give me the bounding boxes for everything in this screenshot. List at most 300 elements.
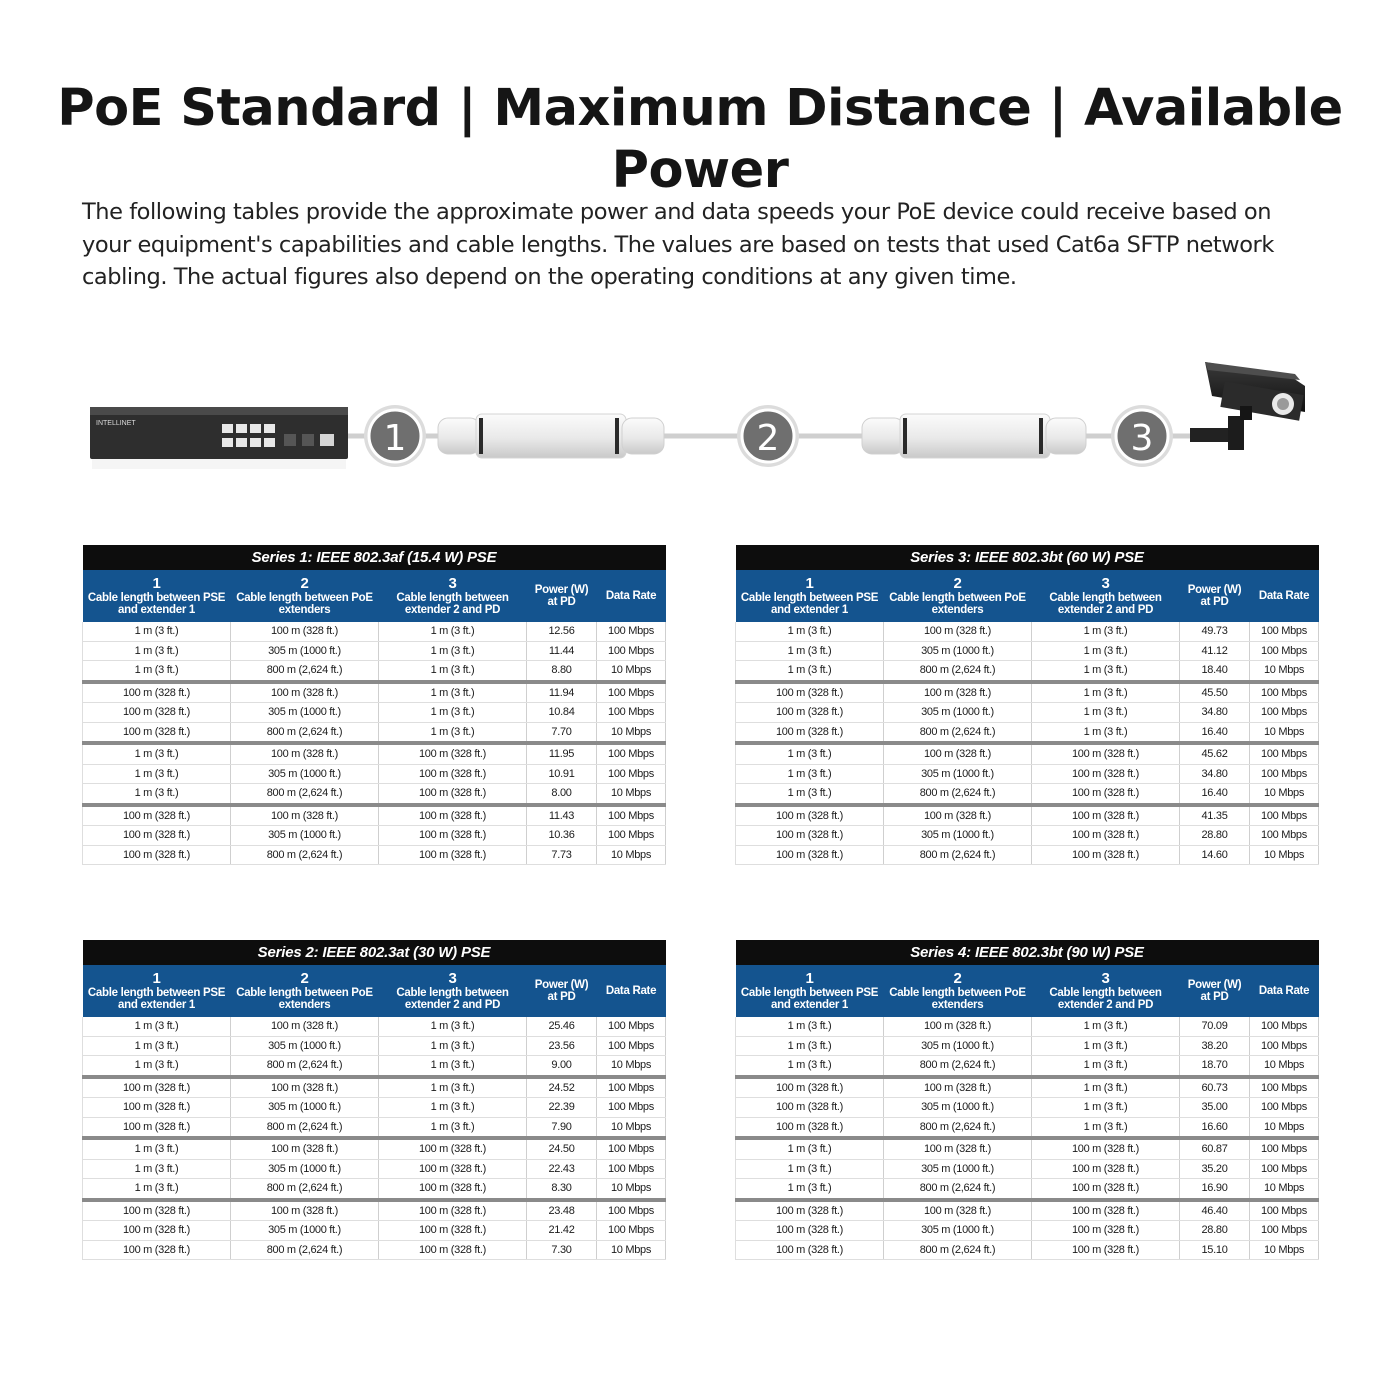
table-cell: 16.60 — [1180, 1117, 1250, 1138]
table-cell: 100 m (328 ft.) — [884, 805, 1032, 826]
table-cell: 38.20 — [1180, 1036, 1250, 1056]
table-row — [736, 1159, 1319, 1179]
table-cell: 1 m (3 ft.) — [83, 743, 231, 764]
table-cell: 305 m (1000 ft.) — [884, 1221, 1032, 1241]
table-cell: 100 m (328 ft.) — [736, 845, 884, 865]
table-cell: 100 m (328 ft.) — [83, 805, 231, 826]
table-cell: 800 m (2,624 ft.) — [884, 661, 1032, 682]
table-cell: 35.00 — [1180, 1098, 1250, 1118]
table-cell: 100 m (328 ft.) — [379, 743, 527, 764]
table-cell: 1 m (3 ft.) — [379, 703, 527, 723]
table-cell: 100 Mbps — [1250, 1138, 1319, 1159]
col-header-power: Power (W) at PD — [1180, 965, 1250, 1017]
table-cell: 21.42 — [527, 1221, 597, 1241]
table-cell: 800 m (2,624 ft.) — [884, 784, 1032, 805]
table-row — [83, 641, 666, 661]
table-cell: 1 m (3 ft.) — [736, 641, 884, 661]
table-cell: 1 m (3 ft.) — [736, 1017, 884, 1036]
table-cell: 305 m (1000 ft.) — [884, 1159, 1032, 1179]
table-cell: 1 m (3 ft.) — [83, 784, 231, 805]
table-cell: 800 m (2,624 ft.) — [231, 1240, 379, 1260]
table-cell: 1 m (3 ft.) — [736, 622, 884, 641]
security-camera-icon — [1190, 362, 1305, 450]
table-cell: 100 m (328 ft.) — [1032, 1159, 1180, 1179]
col-header-data-rate: Data Rate — [1250, 570, 1319, 622]
table-cell: 49.73 — [1180, 622, 1250, 641]
table-cell: 23.48 — [527, 1200, 597, 1221]
table-cell: 1 m (3 ft.) — [736, 1179, 884, 1200]
table-row — [736, 1098, 1319, 1118]
table-cell: 1 m (3 ft.) — [379, 1117, 527, 1138]
table-cell: 100 m (328 ft.) — [83, 826, 231, 846]
table-cell: 100 Mbps — [1250, 682, 1319, 703]
table-cell: 1 m (3 ft.) — [736, 1056, 884, 1077]
table-cell: 1 m (3 ft.) — [379, 661, 527, 682]
table-cell: 8.00 — [527, 784, 597, 805]
table-cell: 1 m (3 ft.) — [83, 1138, 231, 1159]
table-cell: 800 m (2,624 ft.) — [231, 661, 379, 682]
table-cell: 100 Mbps — [1250, 1077, 1319, 1098]
table-cell: 45.50 — [1180, 682, 1250, 703]
table-cell: 11.44 — [527, 641, 597, 661]
marker-3-label: 3 — [1130, 418, 1154, 459]
table-cell: 100 Mbps — [597, 682, 666, 703]
table-cell: 10.36 — [527, 826, 597, 846]
table-cell: 100 Mbps — [597, 1036, 666, 1056]
table-series-4 — [735, 940, 1318, 1260]
table-cell: 800 m (2,624 ft.) — [884, 1117, 1032, 1138]
table-row — [736, 703, 1319, 723]
table-row — [83, 1138, 666, 1159]
table-cell: 1 m (3 ft.) — [83, 641, 231, 661]
table-cell: 305 m (1000 ft.) — [231, 1159, 379, 1179]
col-header-power: Power (W) at PD — [1180, 570, 1250, 622]
table-row — [736, 682, 1319, 703]
table-cell: 41.12 — [1180, 641, 1250, 661]
table-cell: 9.00 — [527, 1056, 597, 1077]
table-cell: 100 Mbps — [597, 1077, 666, 1098]
table-cell: 100 m (328 ft.) — [1032, 1138, 1180, 1159]
table-row — [736, 1036, 1319, 1056]
table-cell: 800 m (2,624 ft.) — [231, 845, 379, 865]
table-row — [83, 1240, 666, 1260]
table-cell: 100 m (328 ft.) — [1032, 805, 1180, 826]
table-cell: 1 m (3 ft.) — [379, 641, 527, 661]
table-cell: 100 Mbps — [1250, 805, 1319, 826]
table-cell: 1 m (3 ft.) — [736, 764, 884, 784]
col-header-3: 3 Cable length between extender 2 and PD — [379, 570, 527, 622]
table-cell: 100 m (328 ft.) — [83, 845, 231, 865]
table-cell: 1 m (3 ft.) — [83, 1159, 231, 1179]
table-cell: 100 Mbps — [597, 1200, 666, 1221]
table-cell: 100 m (328 ft.) — [1032, 845, 1180, 865]
table-cell: 1 m (3 ft.) — [83, 622, 231, 641]
col-header-1: 1 Cable length between PSE and extender 1 — [83, 570, 231, 622]
table-cell: 100 m (328 ft.) — [736, 1221, 884, 1241]
table-cell: 100 m (328 ft.) — [736, 682, 884, 703]
table-cell: 34.80 — [1180, 764, 1250, 784]
table-cell: 1 m (3 ft.) — [1032, 641, 1180, 661]
table-cell: 10 Mbps — [1250, 1179, 1319, 1200]
table-cell: 100 m (328 ft.) — [83, 1077, 231, 1098]
table-cell: 100 Mbps — [1250, 641, 1319, 661]
table-cell: 305 m (1000 ft.) — [231, 1036, 379, 1056]
table-cell: 800 m (2,624 ft.) — [884, 722, 1032, 743]
table-cell: 1 m (3 ft.) — [379, 622, 527, 641]
table-cell: 1 m (3 ft.) — [736, 1036, 884, 1056]
table-cell: 100 Mbps — [597, 1159, 666, 1179]
table-cell: 1 m (3 ft.) — [379, 1036, 527, 1056]
col-header-power: Power (W) at PD — [527, 570, 597, 622]
table-cell: 100 m (328 ft.) — [379, 1138, 527, 1159]
table-cell: 100 m (328 ft.) — [884, 1077, 1032, 1098]
table-row — [736, 722, 1319, 743]
table-cell: 24.50 — [527, 1138, 597, 1159]
table-cell: 1 m (3 ft.) — [1032, 1077, 1180, 1098]
table-cell: 100 Mbps — [1250, 826, 1319, 846]
table-cell: 100 m (328 ft.) — [379, 784, 527, 805]
table-cell: 100 m (328 ft.) — [736, 722, 884, 743]
table-cell: 305 m (1000 ft.) — [884, 1098, 1032, 1118]
table-row — [736, 1221, 1319, 1241]
table-cell: 800 m (2,624 ft.) — [231, 1056, 379, 1077]
table-cell: 800 m (2,624 ft.) — [231, 784, 379, 805]
table-cell: 100 m (328 ft.) — [83, 703, 231, 723]
table-cell: 1 m (3 ft.) — [83, 1017, 231, 1036]
table-caption: Series 3: IEEE 802.3bt (60 W) PSE — [736, 545, 1319, 570]
table-cell: 7.73 — [527, 845, 597, 865]
table-cell: 10 Mbps — [597, 1117, 666, 1138]
table-cell: 1 m (3 ft.) — [1032, 1017, 1180, 1036]
table-cell: 100 Mbps — [597, 826, 666, 846]
table-cell: 100 m (328 ft.) — [1032, 784, 1180, 805]
table-cell: 1 m (3 ft.) — [83, 1179, 231, 1200]
table-cell: 100 m (328 ft.) — [83, 1098, 231, 1118]
table-cell: 1 m (3 ft.) — [83, 1056, 231, 1077]
table-cell: 100 m (328 ft.) — [736, 826, 884, 846]
table-cell: 10 Mbps — [597, 1240, 666, 1260]
table-cell: 100 m (328 ft.) — [379, 1179, 527, 1200]
poe-extender-2-icon — [862, 414, 1086, 458]
table-cell: 305 m (1000 ft.) — [884, 826, 1032, 846]
table-cell: 100 m (328 ft.) — [379, 764, 527, 784]
table-cell: 10 Mbps — [597, 784, 666, 805]
table-cell: 800 m (2,624 ft.) — [231, 1117, 379, 1138]
table-row — [83, 826, 666, 846]
table-cell: 100 m (328 ft.) — [1032, 1200, 1180, 1221]
table-cell: 1 m (3 ft.) — [379, 722, 527, 743]
table-cell: 305 m (1000 ft.) — [884, 641, 1032, 661]
table-cell: 100 m (328 ft.) — [379, 845, 527, 865]
table-body — [83, 622, 666, 865]
table-cell: 800 m (2,624 ft.) — [231, 1179, 379, 1200]
table-row — [83, 1117, 666, 1138]
table-cell: 100 Mbps — [1250, 1159, 1319, 1179]
table-cell: 60.73 — [1180, 1077, 1250, 1098]
table-cell: 1 m (3 ft.) — [379, 1017, 527, 1036]
intro-paragraph: The following tables provide the approximate power and data speeds your PoE device could receive based on your equipment's capabilities and cable lengths. The values are based on tests that used Cat6a SFTP network cabling. The actual figures also depend on the operating conditions at any given time. — [82, 199, 1274, 290]
table-row — [736, 1077, 1319, 1098]
table-row — [736, 845, 1319, 865]
col-header-2: 2 Cable length between PoE extenders — [231, 965, 379, 1017]
table-row — [736, 743, 1319, 764]
table-row — [83, 743, 666, 764]
table-cell: 100 Mbps — [1250, 743, 1319, 764]
table-cell: 100 m (328 ft.) — [884, 682, 1032, 703]
table-cell: 7.70 — [527, 722, 597, 743]
table-cell: 11.94 — [527, 682, 597, 703]
table-cell: 100 Mbps — [1250, 1036, 1319, 1056]
table-cell: 305 m (1000 ft.) — [231, 703, 379, 723]
table-row — [736, 805, 1319, 826]
table-caption: Series 1: IEEE 802.3af (15.4 W) PSE — [83, 545, 666, 570]
table-cell: 100 m (328 ft.) — [736, 1200, 884, 1221]
table-row — [83, 1036, 666, 1056]
table-cell: 15.10 — [1180, 1240, 1250, 1260]
table-cell: 10 Mbps — [597, 845, 666, 865]
table-cell: 100 Mbps — [597, 1138, 666, 1159]
table-row — [736, 1200, 1319, 1221]
table-row — [83, 764, 666, 784]
col-header-2: 2 Cable length between PoE extenders — [231, 570, 379, 622]
table-cell: 100 Mbps — [597, 743, 666, 764]
table-cell: 1 m (3 ft.) — [736, 784, 884, 805]
table-cell: 305 m (1000 ft.) — [231, 641, 379, 661]
table-cell: 100 m (328 ft.) — [1032, 1221, 1180, 1241]
table-cell: 100 Mbps — [597, 805, 666, 826]
table-row — [736, 661, 1319, 682]
table-row — [83, 1179, 666, 1200]
table-cell: 60.87 — [1180, 1138, 1250, 1159]
table-row — [83, 1200, 666, 1221]
table-cell: 10 Mbps — [597, 1056, 666, 1077]
table-cell: 1 m (3 ft.) — [379, 682, 527, 703]
table-cell: 100 Mbps — [1250, 622, 1319, 641]
table-cell: 18.70 — [1180, 1056, 1250, 1077]
table-cell: 100 m (328 ft.) — [736, 1240, 884, 1260]
table-cell: 46.40 — [1180, 1200, 1250, 1221]
table-cell: 1 m (3 ft.) — [379, 1098, 527, 1118]
table-cell: 100 Mbps — [597, 1017, 666, 1036]
table-row — [83, 1098, 666, 1118]
table-cell: 100 Mbps — [597, 1098, 666, 1118]
table-row — [83, 1077, 666, 1098]
table-cell: 100 Mbps — [1250, 703, 1319, 723]
col-header-3: 3 Cable length between extender 2 and PD — [1032, 965, 1180, 1017]
table-cell: 100 m (328 ft.) — [1032, 1179, 1180, 1200]
table-cell: 16.90 — [1180, 1179, 1250, 1200]
table-cell: 800 m (2,624 ft.) — [884, 1179, 1032, 1200]
table-cell: 11.43 — [527, 805, 597, 826]
marker-2 — [737, 405, 799, 467]
table-cell: 100 m (328 ft.) — [379, 1200, 527, 1221]
table-cell: 1 m (3 ft.) — [379, 1077, 527, 1098]
table-cell: 1 m (3 ft.) — [1032, 722, 1180, 743]
table-cell: 100 m (328 ft.) — [83, 682, 231, 703]
table-cell: 800 m (2,624 ft.) — [884, 1240, 1032, 1260]
table-cell: 100 m (328 ft.) — [884, 1138, 1032, 1159]
table-cell: 100 Mbps — [1250, 764, 1319, 784]
table-cell: 100 Mbps — [1250, 1098, 1319, 1118]
table-cell: 10 Mbps — [597, 1179, 666, 1200]
table-row — [736, 1179, 1319, 1200]
table-cell: 1 m (3 ft.) — [736, 661, 884, 682]
table-cell: 305 m (1000 ft.) — [884, 764, 1032, 784]
table-cell: 25.46 — [527, 1017, 597, 1036]
table-cell: 800 m (2,624 ft.) — [231, 722, 379, 743]
col-header-3: 3 Cable length between extender 2 and PD — [1032, 570, 1180, 622]
table-row — [736, 1117, 1319, 1138]
table-caption: Series 2: IEEE 802.3at (30 W) PSE — [83, 940, 666, 965]
col-header-data-rate: Data Rate — [1250, 965, 1319, 1017]
table-row — [736, 1017, 1319, 1036]
table-cell: 10 Mbps — [1250, 784, 1319, 805]
table-cell: 100 m (328 ft.) — [379, 826, 527, 846]
table-cell: 100 Mbps — [597, 641, 666, 661]
table-cell: 100 m (328 ft.) — [231, 1138, 379, 1159]
table-cell: 100 Mbps — [1250, 1200, 1319, 1221]
table-row — [736, 784, 1319, 805]
table-row — [736, 622, 1319, 641]
table-cell: 800 m (2,624 ft.) — [884, 845, 1032, 865]
table-cell: 100 m (328 ft.) — [231, 682, 379, 703]
connection-diagram — [0, 350, 1400, 500]
table-body — [736, 622, 1319, 865]
table-cell: 100 m (328 ft.) — [83, 1117, 231, 1138]
table-cell: 100 m (328 ft.) — [1032, 743, 1180, 764]
table-row — [83, 661, 666, 682]
table-cell: 100 Mbps — [597, 622, 666, 641]
table-body — [736, 1017, 1319, 1260]
table-cell: 100 Mbps — [597, 764, 666, 784]
table-cell: 800 m (2,624 ft.) — [884, 1056, 1032, 1077]
table-row — [736, 1056, 1319, 1077]
table-cell: 100 m (328 ft.) — [736, 1117, 884, 1138]
col-header-1: 1 Cable length between PSE and extender 1 — [83, 965, 231, 1017]
table-cell: 100 m (328 ft.) — [83, 1200, 231, 1221]
table-cell: 100 m (328 ft.) — [379, 1240, 527, 1260]
poe-switch-icon — [90, 407, 348, 469]
col-header-2: 2 Cable length between PoE extenders — [884, 570, 1032, 622]
table-cell: 22.43 — [527, 1159, 597, 1179]
switch-brand: INTELLINET — [96, 420, 136, 427]
marker-1-label: 1 — [383, 418, 407, 459]
table-cell: 100 Mbps — [597, 1221, 666, 1241]
table-cell: 1 m (3 ft.) — [1032, 682, 1180, 703]
marker-1 — [364, 405, 426, 467]
table-cell: 100 m (328 ft.) — [884, 743, 1032, 764]
table-cell: 100 m (328 ft.) — [736, 1098, 884, 1118]
table-cell: 100 m (328 ft.) — [1032, 764, 1180, 784]
table-cell: 7.90 — [527, 1117, 597, 1138]
table-cell: 100 m (328 ft.) — [83, 1240, 231, 1260]
table-cell: 23.56 — [527, 1036, 597, 1056]
table-cell: 28.80 — [1180, 826, 1250, 846]
table-cell: 100 m (328 ft.) — [736, 703, 884, 723]
table-cell: 100 m (328 ft.) — [231, 743, 379, 764]
table-cell: 10 Mbps — [1250, 845, 1319, 865]
table-cell: 100 m (328 ft.) — [231, 805, 379, 826]
table-cell: 10 Mbps — [597, 661, 666, 682]
table-cell: 100 m (328 ft.) — [1032, 1240, 1180, 1260]
col-header-1: 1 Cable length between PSE and extender 1 — [736, 570, 884, 622]
table-cell: 305 m (1000 ft.) — [231, 826, 379, 846]
table-cell: 18.40 — [1180, 661, 1250, 682]
table-cell: 22.39 — [527, 1098, 597, 1118]
table-row — [83, 784, 666, 805]
table-cell: 100 m (328 ft.) — [379, 805, 527, 826]
table-row — [83, 1056, 666, 1077]
table-cell: 100 Mbps — [597, 703, 666, 723]
marker-2-label: 2 — [756, 418, 780, 459]
table-row — [83, 1017, 666, 1036]
table-cell: 1 m (3 ft.) — [1032, 622, 1180, 641]
table-cell: 100 m (328 ft.) — [1032, 826, 1180, 846]
table-cell: 1 m (3 ft.) — [1032, 1036, 1180, 1056]
table-cell: 100 m (328 ft.) — [736, 1077, 884, 1098]
table-cell: 14.60 — [1180, 845, 1250, 865]
table-cell: 100 m (328 ft.) — [231, 622, 379, 641]
table-cell: 45.62 — [1180, 743, 1250, 764]
table-cell: 16.40 — [1180, 722, 1250, 743]
table-row — [83, 722, 666, 743]
table-cell: 100 Mbps — [1250, 1017, 1319, 1036]
table-cell: 1 m (3 ft.) — [1032, 1098, 1180, 1118]
table-row — [83, 845, 666, 865]
table-cell: 16.40 — [1180, 784, 1250, 805]
table-caption: Series 4: IEEE 802.3bt (90 W) PSE — [736, 940, 1319, 965]
table-cell: 34.80 — [1180, 703, 1250, 723]
table-cell: 100 m (328 ft.) — [83, 722, 231, 743]
table-row — [83, 703, 666, 723]
table-cell: 305 m (1000 ft.) — [884, 1036, 1032, 1056]
table-cell: 8.80 — [527, 661, 597, 682]
table-cell: 10.91 — [527, 764, 597, 784]
table-cell: 7.30 — [527, 1240, 597, 1260]
table-cell: 100 m (328 ft.) — [231, 1077, 379, 1098]
page-title: PoE Standard | Maximum Distance | Available Power — [57, 79, 1343, 200]
table-cell: 305 m (1000 ft.) — [231, 764, 379, 784]
table-row — [83, 1159, 666, 1179]
table-cell: 1 m (3 ft.) — [1032, 1117, 1180, 1138]
table-cell: 100 m (328 ft.) — [379, 1159, 527, 1179]
table-cell: 10 Mbps — [1250, 1117, 1319, 1138]
table-row — [736, 1138, 1319, 1159]
table-cell: 100 m (328 ft.) — [231, 1200, 379, 1221]
table-cell: 12.56 — [527, 622, 597, 641]
table-cell: 10 Mbps — [1250, 722, 1319, 743]
table-cell: 10.84 — [527, 703, 597, 723]
table-body — [83, 1017, 666, 1260]
table-cell: 10 Mbps — [1250, 1240, 1319, 1260]
col-header-1: 1 Cable length between PSE and extender 1 — [736, 965, 884, 1017]
table-row — [736, 764, 1319, 784]
table-series-1 — [82, 545, 665, 865]
table-cell: 1 m (3 ft.) — [83, 1036, 231, 1056]
table-cell: 1 m (3 ft.) — [1032, 703, 1180, 723]
table-row — [83, 682, 666, 703]
table-cell: 1 m (3 ft.) — [83, 764, 231, 784]
table-cell: 10 Mbps — [1250, 1056, 1319, 1077]
table-cell: 10 Mbps — [597, 722, 666, 743]
table-row — [83, 622, 666, 641]
table-cell: 305 m (1000 ft.) — [231, 1098, 379, 1118]
table-cell: 41.35 — [1180, 805, 1250, 826]
table-cell: 305 m (1000 ft.) — [884, 703, 1032, 723]
table-cell: 10 Mbps — [1250, 661, 1319, 682]
table-cell: 24.52 — [527, 1077, 597, 1098]
table-cell: 1 m (3 ft.) — [736, 1138, 884, 1159]
